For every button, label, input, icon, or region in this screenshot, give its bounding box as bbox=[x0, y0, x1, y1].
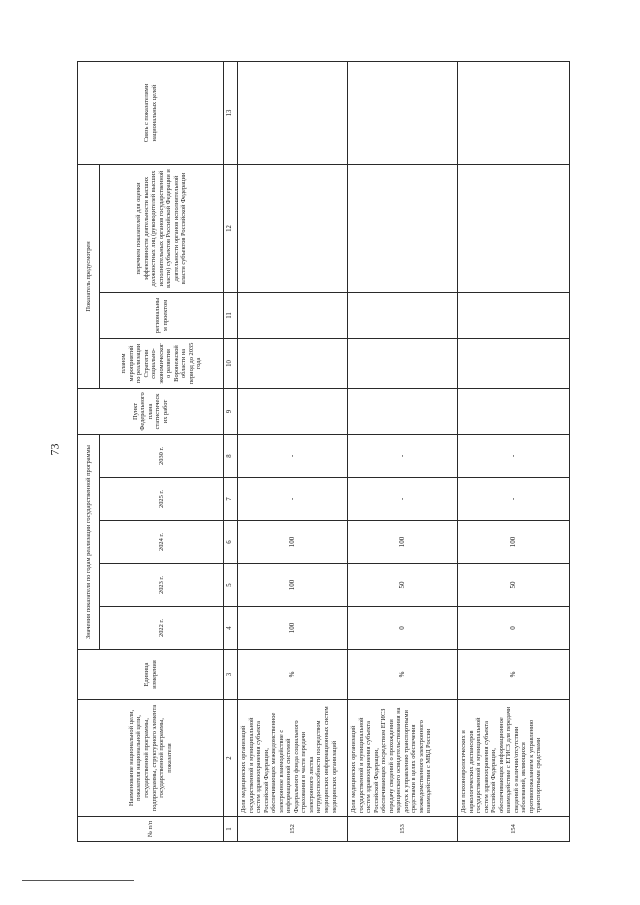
row-empty bbox=[458, 292, 570, 338]
row-value: 0 bbox=[458, 607, 570, 650]
header-year: 2025 г. bbox=[100, 478, 224, 521]
row-value: 100 bbox=[238, 607, 348, 650]
header-national: Связь с показателями национальных целей bbox=[78, 61, 224, 164]
header-row-1 bbox=[78, 61, 100, 841]
row-empty bbox=[238, 61, 348, 164]
header-year: 2022 г. bbox=[100, 607, 224, 650]
col-number: 11 bbox=[224, 292, 238, 338]
row-empty bbox=[348, 338, 458, 388]
row-value: 100 bbox=[238, 521, 348, 564]
col-number: 9 bbox=[224, 388, 238, 434]
row-empty bbox=[458, 164, 570, 292]
row-empty bbox=[348, 292, 458, 338]
col-number: 3 bbox=[224, 650, 238, 700]
table-row bbox=[348, 61, 458, 841]
col-number: 12 bbox=[224, 164, 238, 292]
col-number: 13 bbox=[224, 61, 238, 164]
header-no: № п/п bbox=[78, 817, 224, 842]
header-year: 2023 г. bbox=[100, 564, 224, 607]
row-empty bbox=[238, 164, 348, 292]
col-number: 4 bbox=[224, 607, 238, 650]
col-number: 5 bbox=[224, 564, 238, 607]
row-empty bbox=[238, 292, 348, 338]
row-value: 50 bbox=[458, 564, 570, 607]
row-number: 152 bbox=[238, 817, 348, 842]
row-value: 0 bbox=[348, 607, 458, 650]
header-strategy: планом мероприятий по реализации Стратегии социально-экономического развития Воронежской области на период до 2035 года bbox=[100, 338, 224, 388]
row-value: - bbox=[348, 434, 458, 477]
header-name: Наименование национальной цели, показателя национальной цели, государственной программы, подпрограммы, структурного элемента государственной программы, показателя bbox=[78, 700, 224, 817]
col-number: 10 bbox=[224, 338, 238, 388]
row-empty bbox=[238, 338, 348, 388]
row-name: Доля медицинских организаций государственной и муниципальной систем здравоохранения субъекта Российской Федерации, обеспечивающих межведомственное электронное взаимодействие с информационной системой Федерального фонда социального страхования в части передачи электронного листка нетрудоспособности посредством медицинских информационных систем медицинских организаций bbox=[238, 700, 348, 817]
row-unit: % bbox=[348, 650, 458, 700]
row-empty bbox=[458, 61, 570, 164]
row-value: 100 bbox=[238, 564, 348, 607]
table-row bbox=[458, 61, 570, 841]
footer-divider bbox=[22, 880, 134, 881]
row-empty bbox=[458, 388, 570, 434]
row-value: - bbox=[348, 478, 458, 521]
row-value: 100 bbox=[348, 521, 458, 564]
row-value: 100 bbox=[458, 521, 570, 564]
rotated-table-container bbox=[77, 62, 569, 842]
row-value: - bbox=[458, 478, 570, 521]
row-value: 50 bbox=[348, 564, 458, 607]
col-number: 6 bbox=[224, 521, 238, 564]
column-numbers-row bbox=[224, 61, 238, 841]
header-year: 2024 г. bbox=[100, 521, 224, 564]
row-empty bbox=[348, 388, 458, 434]
row-empty bbox=[458, 338, 570, 388]
row-value: - bbox=[238, 478, 348, 521]
header-fed-plan: Пункт Федерального плана статистических работ bbox=[78, 388, 224, 434]
header-evaluation: перечнем показателей для оценки эффективности деятельности высших должностных лиц (руководителей высших исполнительных органов государственной власти) субъектов Российской Федерации и деятельности органов исполнительной власти субъектов Российской Федерации bbox=[100, 164, 224, 292]
col-number: 1 bbox=[224, 817, 238, 842]
row-empty bbox=[348, 164, 458, 292]
indicators-table bbox=[77, 61, 570, 842]
col-number: 2 bbox=[224, 700, 238, 817]
row-empty bbox=[348, 61, 458, 164]
row-value: - bbox=[458, 434, 570, 477]
col-number: 7 bbox=[224, 478, 238, 521]
page-number: 73 bbox=[47, 443, 62, 456]
row-name: Доля психоневрологических и наркологических диспансеров государственной и муниципальной систем здравоохранения субъекта Российской Федерации, обеспечивающих информационное взаимодействие с ЕГИСЗ для передачи сведений о наличии/отсутствии заболеваний, являющихся противопоказанием к управлению транспортными средствами bbox=[458, 700, 570, 817]
row-empty bbox=[238, 388, 348, 434]
row-value: - bbox=[238, 434, 348, 477]
table-row bbox=[238, 61, 348, 841]
col-number: 8 bbox=[224, 434, 238, 477]
header-regional: региональным проектом bbox=[100, 292, 224, 338]
header-unit: Единица измерения bbox=[78, 650, 224, 700]
row-number: 154 bbox=[458, 817, 570, 842]
header-values-group: Значения показателя по годам реализации государственной программы bbox=[78, 434, 100, 649]
header-year: 2030 г. bbox=[100, 434, 224, 477]
row-unit: % bbox=[238, 650, 348, 700]
row-unit: % bbox=[458, 650, 570, 700]
row-number: 153 bbox=[348, 817, 458, 842]
row-name: Доля медицинских организаций государственной и муниципальной систем здравоохранения субъекта Российской Федерации, обеспечивающих посредством ЕГИСЗ передачу сведений о прохождении медицинского освидетельствования на допуск к управлению транспортными средствами в целях обеспечения межведомственного электронного взаимодействия с МВД России bbox=[348, 700, 458, 817]
header-link-group: Показатель предусмотрен bbox=[78, 164, 100, 388]
